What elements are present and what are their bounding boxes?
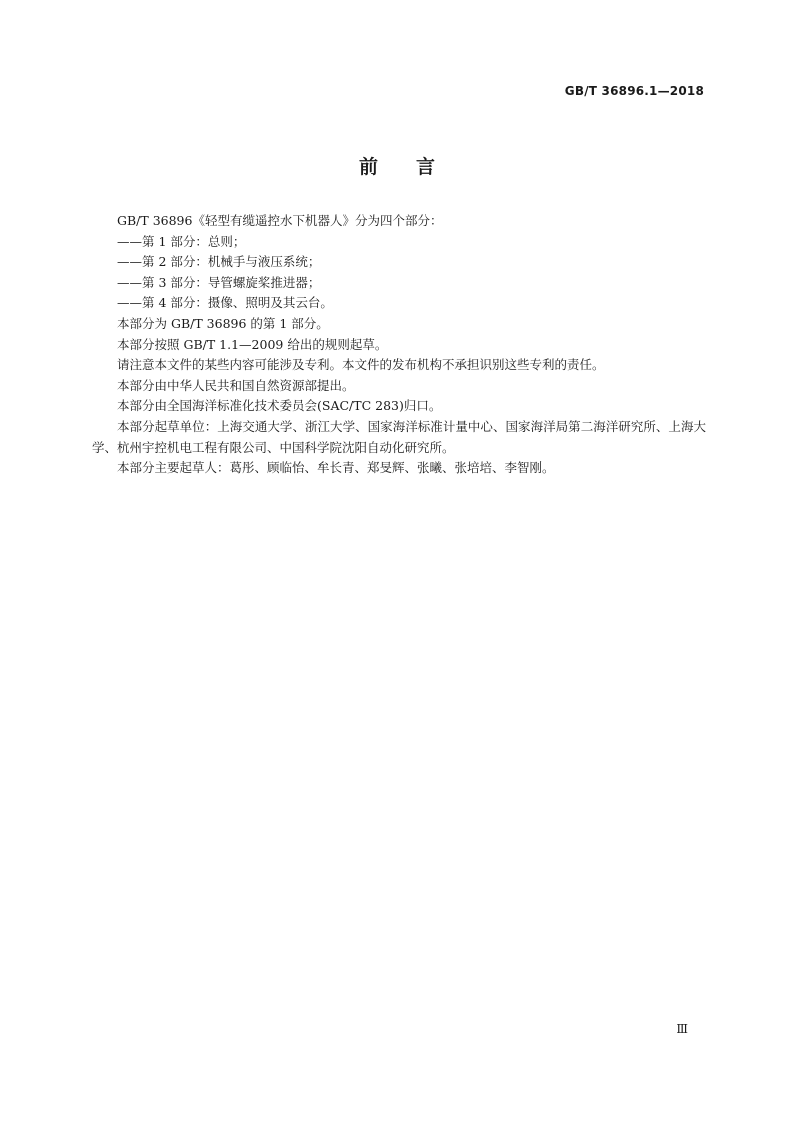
list-item-part-4: ——第 4 部分：摄像、照明及其云台。 (117, 295, 333, 311)
drafting-rules-paragraph: 本部分按照 GB/T 1.1—2009 给出的规则起草。 (117, 336, 388, 352)
list-item-part-3: ——第 3 部分：导管螺旋桨推进器； (117, 274, 321, 290)
intro-paragraph: GB/T 36896《轻型有缆遥控水下机器人》分为四个部分： (117, 213, 443, 228)
standard-code: GB/T 36896.1—2018 (564, 84, 704, 98)
proposer-paragraph: 本部分由中华人民共和国自然资源部提出。 (117, 377, 355, 393)
page-title: 前言 (358, 156, 473, 178)
list-item-part-1: ——第 1 部分：总则； (117, 233, 246, 249)
patent-notice-paragraph: 请注意本文件的某些内容可能涉及专利。本文件的发布机构不承担识别这些专利的责任。 (117, 357, 605, 373)
drafters-paragraph: 本部分主要起草人：葛彤、顾临怡、牟长青、郑旻辉、张曦、张培培、李智刚。 (117, 460, 555, 476)
list-item-part-2: ——第 2 部分：机械手与液压系统； (117, 254, 321, 270)
committee-paragraph: 本部分由全国海洋标准化技术委员会(SAC/TC 283)归口。 (117, 398, 442, 414)
foreword-body (92, 211, 706, 479)
page-number: Ⅲ (676, 1022, 688, 1036)
part-statement-paragraph: 本部分为 GB/T 36896 的第 1 部分。 (117, 315, 329, 331)
drafting-units-paragraph: 本部分起草单位：上海交通大学、浙江大学、国家海洋标准计量中心、国家海洋局第二海洋研究所、上海大学、杭州宇控机电工程有限公司、中国科学院沈阳自动化研究所。 (92, 418, 706, 455)
